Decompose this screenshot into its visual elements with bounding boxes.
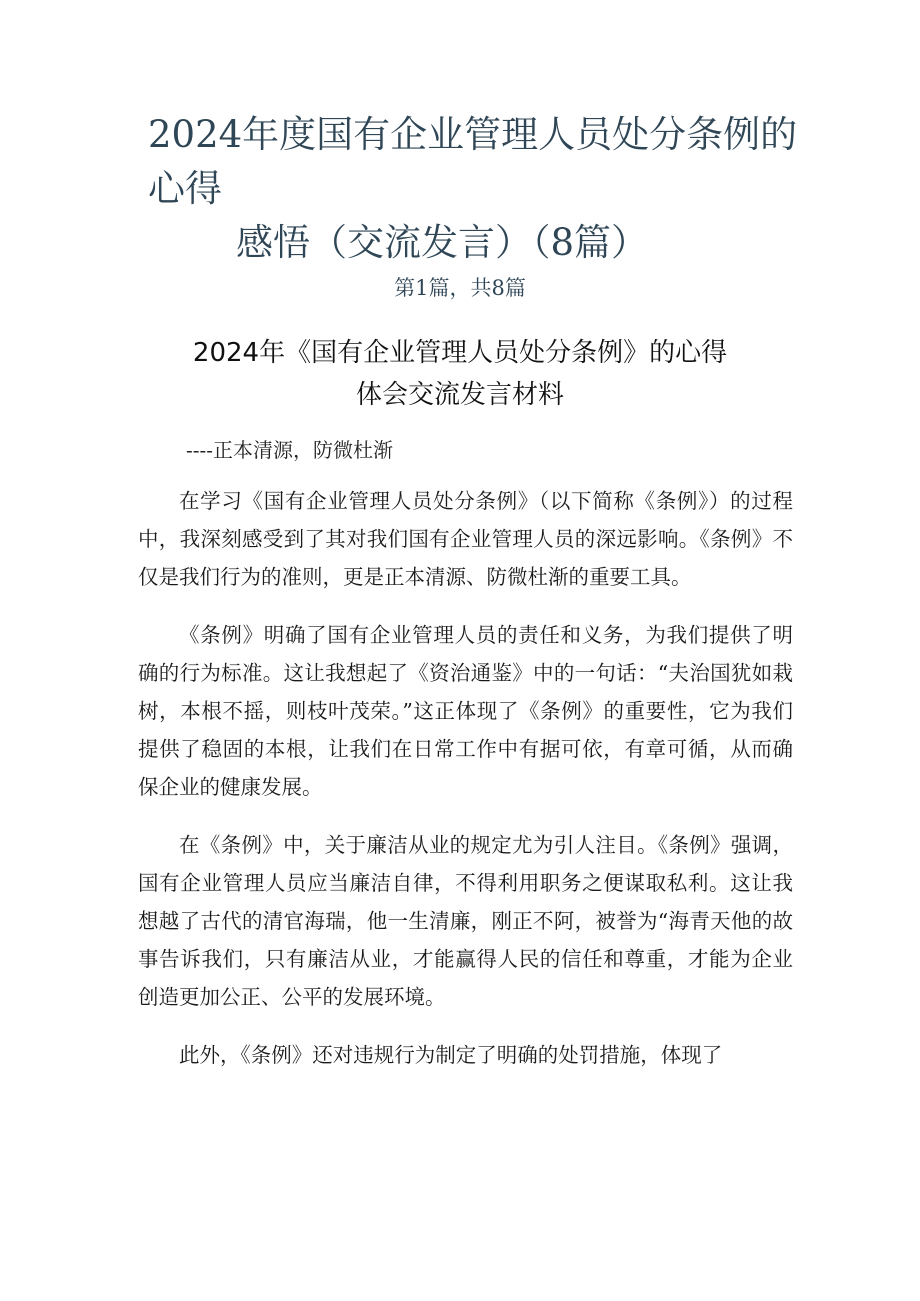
paragraph: 此外，《条例》还对违规行为制定了明确的处罚措施，体现了 xyxy=(179,1043,723,1067)
document-title-line-2: 感悟（交流发言）（8篇） xyxy=(236,221,649,264)
body-text xyxy=(138,482,793,1094)
section-title-line-2: 体会交流发言材料 xyxy=(355,380,564,410)
paragraph: 在《条例》中，关于廉洁从业的规定尤为引人注目。《条例》强调，国有企业管理人员应当廉洁自律，不得利用职务之便谋取私利。这让我想越了古代的清官海瑞，他一生清廉，刚正不阿，被誉为“海青天他的故事告诉我们，只有廉洁从业，才能赢得人民的信任和尊重，才能为企业创造更加公正、公平的发展环境。 xyxy=(138,833,793,1009)
subtitle: ----正本清源，防微杜渐 xyxy=(186,438,394,462)
paragraph: 在学习《国有企业管理人员处分条例》（以下简称《条例》）的过程中，我深刻感受到了其对我们国有企业管理人员的深远影响。《条例》不仅是我们行为的准则，更是正本清源、防微杜渐的重要工具。 xyxy=(138,489,793,589)
paragraph: 《条例》明确了国有企业管理人员的责任和义务，为我们提供了明确的行为标准。这让我想起了《资治通鉴》中的一句话：“夫治国犹如栽树，本根不摇，则枝叶茂荣。”这正体现了《条例》的重要性，它为我们提供了稳固的本根，让我们在日常工作中有据可依，有章可循，从而确保企业的健康发展。 xyxy=(138,623,793,799)
part-label: 第1篇，共8篇 xyxy=(394,276,526,300)
section-title-line-1: 2024年《国有企业管理人员处分条例》的心得 xyxy=(192,338,728,368)
document-title-line-1: 2024年度国有企业管理人员处分条例的心得 xyxy=(148,113,798,210)
document-title xyxy=(140,108,820,270)
section-title xyxy=(0,332,920,416)
